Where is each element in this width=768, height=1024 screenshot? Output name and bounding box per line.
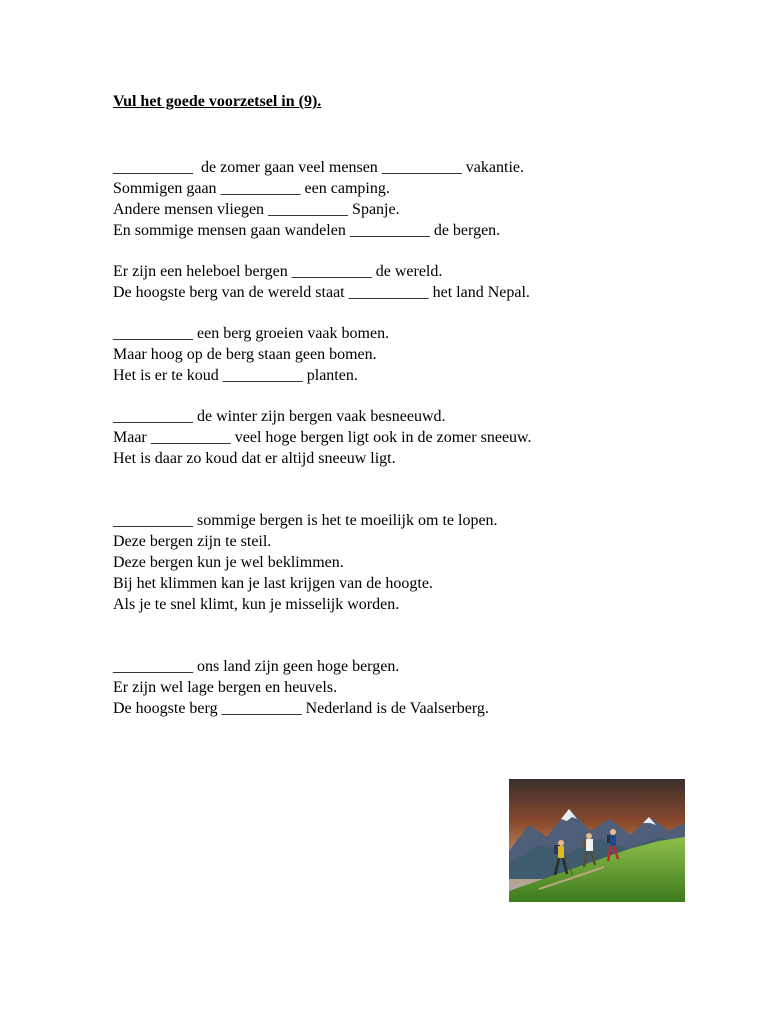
sentence-line: __________ de winter zijn bergen vaak besneeuwd. <box>113 408 446 425</box>
sentence-line: Deze bergen kun je wel beklimmen. <box>113 554 344 571</box>
paragraph-5 <box>113 510 498 615</box>
paragraph-6 <box>113 656 489 719</box>
sentence-line: De hoogste berg __________ Nederland is de Vaalserberg. <box>113 700 489 717</box>
sentence-line: Maar __________ veel hoge bergen ligt ook in de zomer sneeuw. <box>113 429 532 446</box>
sentence-line: __________ sommige bergen is het te moeilijk om te lopen. <box>113 512 498 529</box>
sentence-line: Bij het klimmen kan je last krijgen van de hoogte. <box>113 575 433 592</box>
sentence-line: __________ een berg groeien vaak bomen. <box>113 325 390 342</box>
sentence-line: En sommige mensen gaan wandelen __________ de bergen. <box>113 222 501 239</box>
hikers-mountain-photo <box>509 779 685 902</box>
sentence-line: Deze bergen zijn te steil. <box>113 533 272 550</box>
sentence-line: __________ de zomer gaan veel mensen __________ vakantie. <box>113 159 524 176</box>
sentence-line: Er zijn wel lage bergen en heuvels. <box>113 679 338 696</box>
sentence-line: Als je te snel klimt, kun je misselijk worden. <box>113 596 400 613</box>
sentence-line: Het is er te koud __________ planten. <box>113 367 358 384</box>
sentence-line: Maar hoog op de berg staan geen bomen. <box>113 346 377 363</box>
sentence-line: Er zijn een heleboel bergen __________ de wereld. <box>113 263 443 280</box>
worksheet-title: Vul het goede voorzetsel in (9). <box>113 93 322 110</box>
sentence-line: __________ ons land zijn geen hoge bergen. <box>113 658 400 675</box>
sentence-line: Andere mensen vliegen __________ Spanje. <box>113 201 400 218</box>
paragraph-3 <box>113 323 389 386</box>
paragraph-1 <box>113 157 524 241</box>
sentence-line: Het is daar zo koud dat er altijd sneeuw ligt. <box>113 450 396 467</box>
sentence-line: De hoogste berg van de wereld staat __________ het land Nepal. <box>113 284 530 301</box>
sentence-line: Sommigen gaan __________ een camping. <box>113 180 390 197</box>
paragraph-2 <box>113 261 530 303</box>
paragraph-4 <box>113 406 532 469</box>
